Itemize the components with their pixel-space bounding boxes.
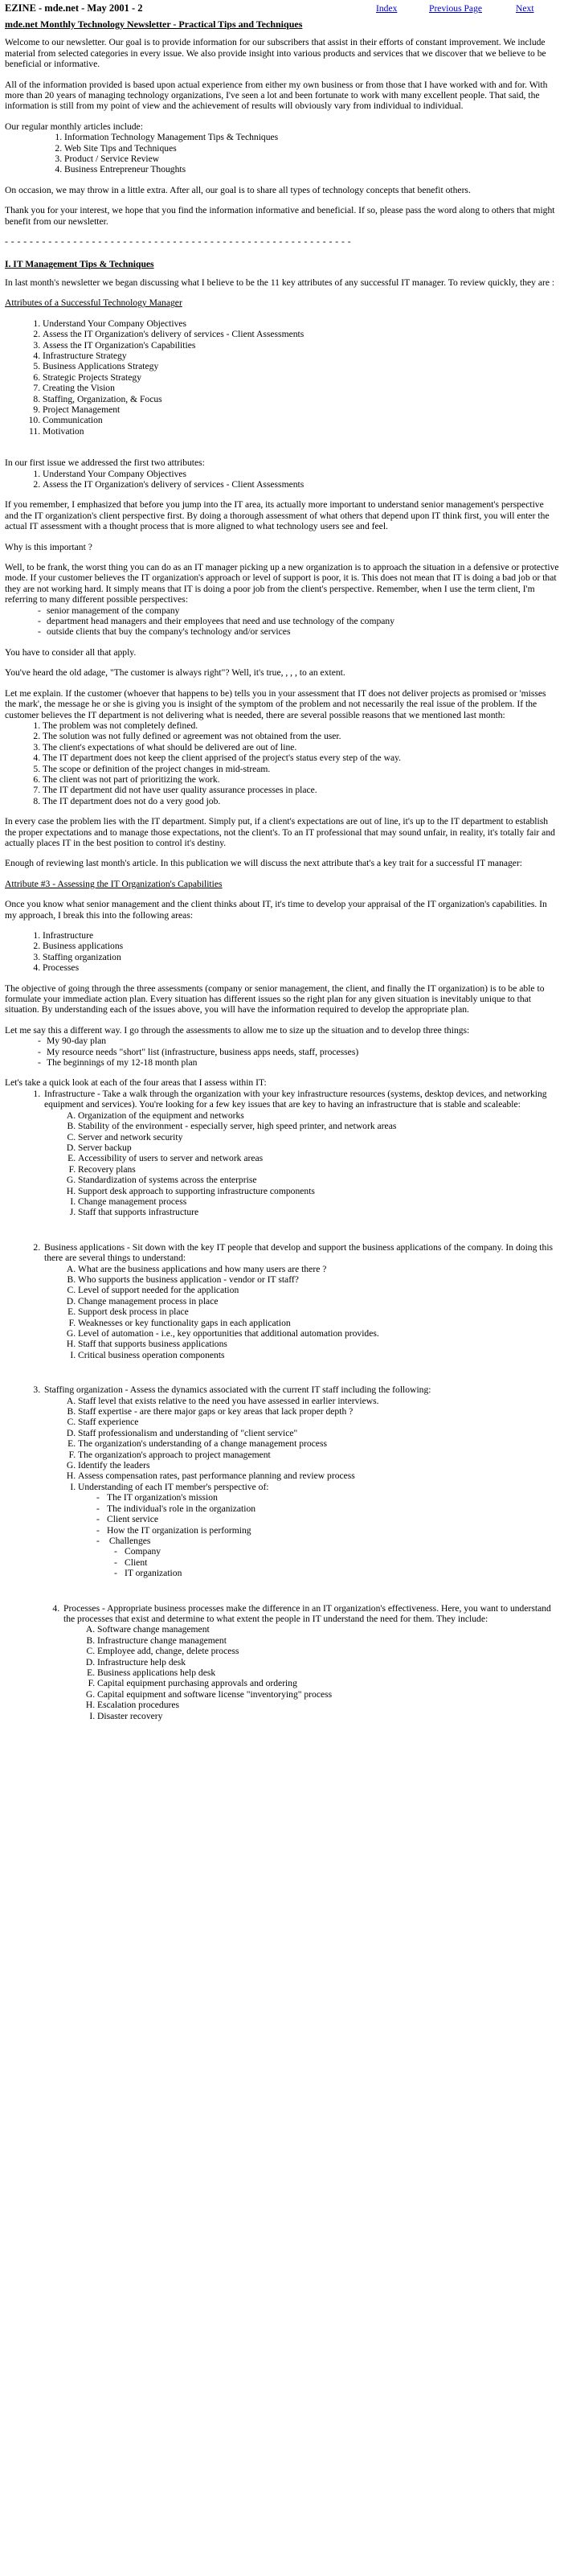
attributes-title: Attributes of a Successful Technology Manager (5, 297, 182, 309)
list-item: - department head managers and their employees that need and use technology of the company (47, 616, 559, 626)
list-item: D. Server backup (78, 1142, 559, 1153)
list-item: D. Staff professionalism and understanding of "client service" (78, 1428, 559, 1438)
list-item: 1. Understand Your Company Objectives (43, 469, 559, 479)
list-item: 4. Processes (43, 962, 559, 973)
paragraph-explain: Let me explain. If the customer (whoever that happens to be) tells you in your assessment that IT does not deliver projects as promised or 'misses the mark', the message he or she is giving you is insight of the symptom of the problem and not necessarily the real issue of the problem. If the customer believes the IT department is not delivering what is needed, there are several possible reasons that we mentioned last month: (5, 687, 546, 720)
newsletter-title: mde.net Monthly Technology Newsletter - Practical Tips and Techniques (5, 18, 303, 30)
list-item: D. Infrastructure help desk (97, 1657, 559, 1667)
list-item: H. Escalation procedures (97, 1700, 559, 1710)
list-item: E. Accessibility of users to server and network areas (78, 1153, 559, 1163)
list-item: - senior management of the company (47, 605, 559, 616)
list-item: 4. Business Entrepreneur Thoughts (64, 164, 559, 174)
list-item: A. Staff level that exists relative to the need you have assessed in earlier interviews. (78, 1396, 559, 1406)
perspectives-list (5, 605, 559, 638)
challenge-items (107, 1546, 559, 1578)
list-item: I. Disaster recovery (97, 1711, 559, 1721)
area-staffing (43, 1384, 559, 1589)
section-heading: I. IT Management Tips & Techniques (5, 258, 154, 269)
list-item: G. Level of automation - i.e., key opportunities that additional automation provides. (78, 1328, 559, 1339)
areas-list (5, 930, 559, 974)
next-link[interactable]: Next (516, 3, 534, 14)
intro-paragraph-thanks: Thank you for your interest, we hope that you find the information informative and beneficial. If so, please pass the word along to others that might benefit from our newsletter. (5, 205, 555, 227)
list-item: H. Assess compensation rates, past performance planning and review process (78, 1471, 559, 1481)
area-staffing-text: Staffing organization - Assess the dynamics associated with the current IT staff including the following: (44, 1384, 431, 1396)
paragraph-once: Once you know what senior management and the client thinks about IT, it's time to develop your appraisal of the IT organization's capabilities. In my approach, I break this into the following areas: (5, 899, 547, 921)
list-item: 1. Infrastructure (43, 930, 559, 941)
list-item: E. The organization's understanding of a change management process (78, 1438, 559, 1449)
paragraph-emphasized: If you remember, I emphasized that before you jump into the IT area, its actually more important to understand senior management's perspective and the IT organization's client perspective first. By doing a thorough assessment of what others that depend upon IT think first, you will enter the actual IT assessment with a thought process that is more aligned to what technology users see and feel. (5, 499, 550, 532)
list-item: 2. Web Site Tips and Techniques (64, 143, 559, 154)
list-item: G. Identify the leaders (78, 1460, 559, 1471)
index-link[interactable]: Index (376, 3, 398, 14)
paragraph-quick-look: Let's take a quick look at each of the four areas that I assess within IT: (5, 1077, 267, 1089)
list-item: 3. Assess the IT Organization's Capabilities (43, 340, 559, 351)
first-issue-list (5, 469, 559, 490)
list-item: E. Support desk process in place (78, 1306, 559, 1317)
attribute-3-title: Attribute #3 - Assessing the IT Organization's Capabilities (5, 878, 223, 889)
staffing-items (44, 1396, 559, 1579)
list-item: - The IT organization's mission (107, 1492, 559, 1503)
paragraph-consider: You have to consider all that apply. (5, 646, 137, 658)
list-item: 1. Understand Your Company Objectives (43, 318, 559, 329)
intro-paragraph-welcome: Welcome to our newsletter. Our goal is to provide information for our subscribers that assist in their efforts of constant improvement. We include material from selected categories in every issue. We also provide insight into various products and services that we discover that we believe to be beneficial or informative. (5, 37, 546, 70)
area-business-applications (43, 1242, 559, 1372)
processes-items (63, 1624, 559, 1721)
previous-page-link[interactable]: Previous Page (429, 3, 483, 14)
list-item: - outside clients that buy the company's technology and/or services (47, 626, 559, 637)
area-processes (62, 1603, 559, 1721)
paragraph-let-me-say: Let me say this a different way. I go through the assessments to allow me to size up the situation and to develop three things: (5, 1024, 470, 1036)
list-item: C. Server and network security (78, 1132, 559, 1142)
list-item: 3. Product / Service Review (64, 154, 559, 164)
list-item: B. Staff expertise - are there major gaps or key areas that lack proper depth ? (78, 1406, 559, 1417)
list-item: I. Change management process (78, 1196, 559, 1207)
list-item: 10. Communication (43, 415, 559, 425)
list-item: 6. The client was not part of prioritizing the work. (43, 774, 559, 785)
list-item: C. Level of support needed for the application (78, 1285, 559, 1295)
list-item: A. Organization of the equipment and networks (78, 1110, 559, 1121)
list-item: G. Standardization of systems across the enterprise (78, 1175, 559, 1185)
list-item (78, 1482, 559, 1579)
list-item: 5. Business Applications Strategy (43, 361, 559, 371)
paragraph-objective: The objective of going through the three assessments (company or senior management, the client, and finally the IT organization) is to be able to formulate your immediate action plan. Every situation has different issues so the right plan for any given situation is inevitably unique to that situation. By understanding each of the issues above, you will have the information required to develop the appropriate plan. (5, 982, 545, 1015)
list-item: 11. Motivation (43, 426, 559, 437)
area-processes-text: Processes - Appropriate business processes make the difference in an IT organization's effectiveness. Here, you want to understand the processes that exist and determine to what extent the people in IT understand the need for them. They include: (63, 1602, 551, 1624)
list-item: I. Critical business operation components (78, 1350, 559, 1360)
list-item: 8. Staffing, Organization, & Focus (43, 394, 559, 404)
list-item: 1. The problem was not completely defined. (43, 720, 559, 731)
list-item: - My 90-day plan (47, 1036, 559, 1046)
list-item: 6. Strategic Projects Strategy (43, 372, 559, 383)
perspective-intro: Understanding of each IT member's perspective of: (78, 1481, 269, 1492)
list-item: 8. The IT department does not do a very good job. (43, 796, 559, 806)
list-item: 9. Project Management (43, 404, 559, 415)
list-item: 2. The solution was not fully defined or agreement was not obtained from the user. (43, 731, 559, 741)
list-item: - The beginnings of my 12-18 month plan (47, 1057, 559, 1068)
list-item: - Client service (107, 1514, 559, 1524)
list-item: - The individual's role in the organization (107, 1503, 559, 1514)
list-item: H. Staff that supports business applications (78, 1339, 559, 1349)
articles-list (5, 132, 559, 175)
list-item: 3. The client's expectations of what should be delivered are out of line. (43, 742, 559, 753)
list-item: B. Stability of the environment - especially server, high speed printer, and network areas (78, 1121, 559, 1131)
challenges-label: Challenges (108, 1535, 151, 1546)
top-bar (5, 3, 559, 18)
list-item: 5. The scope or definition of the project changes in mid-stream. (43, 764, 559, 774)
reasons-list (5, 720, 559, 806)
paragraph-why: Why is this important ? (5, 541, 92, 552)
list-item: H. Support desk approach to supporting infrastructure components (78, 1186, 559, 1196)
list-item: A. What are the business applications and how many users are there ? (78, 1264, 559, 1274)
page (5, 3, 559, 1721)
list-item: E. Business applications help desk (97, 1667, 559, 1678)
list-item: J. Staff that supports infrastructure (78, 1207, 559, 1217)
list-item: D. Change management process in place (78, 1296, 559, 1306)
list-item: 7. Creating the Vision (43, 383, 559, 393)
list-item: B. Who supports the business application - vendor or IT staff? (78, 1274, 559, 1285)
separator: - - - - - - - - - - - - - - - - - - - - - - - - - - - - - - - - - - - - - - - - - - - - - - - - - - - - - - - - (5, 236, 352, 248)
paragraph-enough: Enough of reviewing last month's article. In this publication we will discuss the next attribute that's a key trait for a successful IT manager: (5, 858, 523, 869)
list-item: F. Weaknesses or key functionality gaps in each application (78, 1318, 559, 1328)
intro-paragraph-experience: All of the information provided is based upon actual experience from either my own business or from those that I have worked with and for. With more than 20 years of managing technology organizations, I've seen a lot and been fortunate to work with many excellent people. That said, the information is still from my point of view and the achievement of results will obviously vary from individual to individual. (5, 79, 548, 112)
list-item: F. Recovery plans (78, 1164, 559, 1175)
attributes-list (5, 318, 559, 437)
list-item (107, 1536, 559, 1579)
intro-paragraph-articles: Our regular monthly articles include: (5, 121, 143, 132)
paragraph-first-issue: In our first issue we addressed the first two attributes: (5, 457, 205, 469)
paragraph-last-month: In last month's newsletter we began discussing what I believe to be the 11 key attributes of any successful IT manager. To review quickly, they are : (5, 277, 555, 288)
area-infrastructure (43, 1089, 559, 1229)
list-item: 2. Assess the IT Organization's delivery of services - Client Assessments (43, 329, 559, 339)
list-item: C. Employee add, change, delete process (97, 1646, 559, 1656)
business-items (44, 1264, 559, 1361)
list-item: - My resource needs "short" list (infrastructure, business apps needs, staff, processes) (47, 1047, 559, 1057)
list-item: C. Staff experience (78, 1417, 559, 1427)
list-item: 7. The IT department did not have user quality assurance processes in place. (43, 785, 559, 795)
list-item: - IT organization (125, 1568, 559, 1578)
assessment-areas-list (5, 1089, 559, 1721)
perspective-items (78, 1492, 559, 1578)
area-business-text: Business applications - Sit down with the key IT people that develop and support the business applications of the company. In doing this there are several things to understand: (44, 1241, 554, 1264)
list-item: F. The organization's approach to project management (78, 1450, 559, 1460)
ezine-title: EZINE - mde.net - May 2001 - 2 (5, 2, 143, 14)
infrastructure-items (44, 1110, 559, 1218)
list-item: - Company (125, 1546, 559, 1557)
three-things-list (5, 1036, 559, 1068)
paragraph-frank: Well, to be frank, the worst thing you can do as an IT manager picking up a new organization is to approach the situation in a defensive or protective mode. If your customer believes the IT organization's approach or level of support is poor, it is. This does not mean that IT is doing a bad job or that they are not working hard. It simply means that IT is doing a poor job from the client's perspective. Remember, when I use the term client, I'm referring to many different possible perspectives: (5, 562, 559, 605)
paragraph-every-case: In every case the problem lies with the IT department. Simply put, if a client's expectations are out of line, it's up to the IT department to establish the proper expectations and to manage those expectations, not the client's. To an IT professional that may sound unfair, in reality, it's totally fair and actually places IT in the best position to control it's destiny. (5, 816, 555, 848)
list-item: 1. Information Technology Management Tips & Techniques (64, 132, 559, 142)
area-infrastructure-text: Infrastructure - Take a walk through the organization with your key infrastructure resources (systems, desktop devices, and networking equipment and services). You're looking for a few key issues that are key to having an infrastructure that is stable and scaleable: (44, 1088, 547, 1110)
list-item: - How the IT organization is performing (107, 1525, 559, 1536)
list-item: B. Infrastructure change management (97, 1635, 559, 1646)
paragraph-adage: You've heard the old adage, "The customer is always right"? Well, it's true, , , , to an extent. (5, 667, 345, 679)
list-item: F. Capital equipment purchasing approvals and ordering (97, 1678, 559, 1688)
list-item: 2. Assess the IT Organization's delivery of services - Client Assessments (43, 479, 559, 490)
list-item: G. Capital equipment and software license "inventorying" process (97, 1689, 559, 1700)
list-item: 4. The IT department does not keep the client apprised of the project's status every step of the way. (43, 753, 559, 763)
list-item: A. Software change management (97, 1624, 559, 1635)
intro-paragraph-extra: On occasion, we may throw in a little extra. After all, our goal is to share all types of technology concepts that benefit others. (5, 184, 471, 195)
list-item: 2. Business applications (43, 941, 559, 951)
list-item: - Client (125, 1557, 559, 1568)
list-item: 3. Staffing organization (43, 952, 559, 962)
list-item: 4. Infrastructure Strategy (43, 351, 559, 361)
